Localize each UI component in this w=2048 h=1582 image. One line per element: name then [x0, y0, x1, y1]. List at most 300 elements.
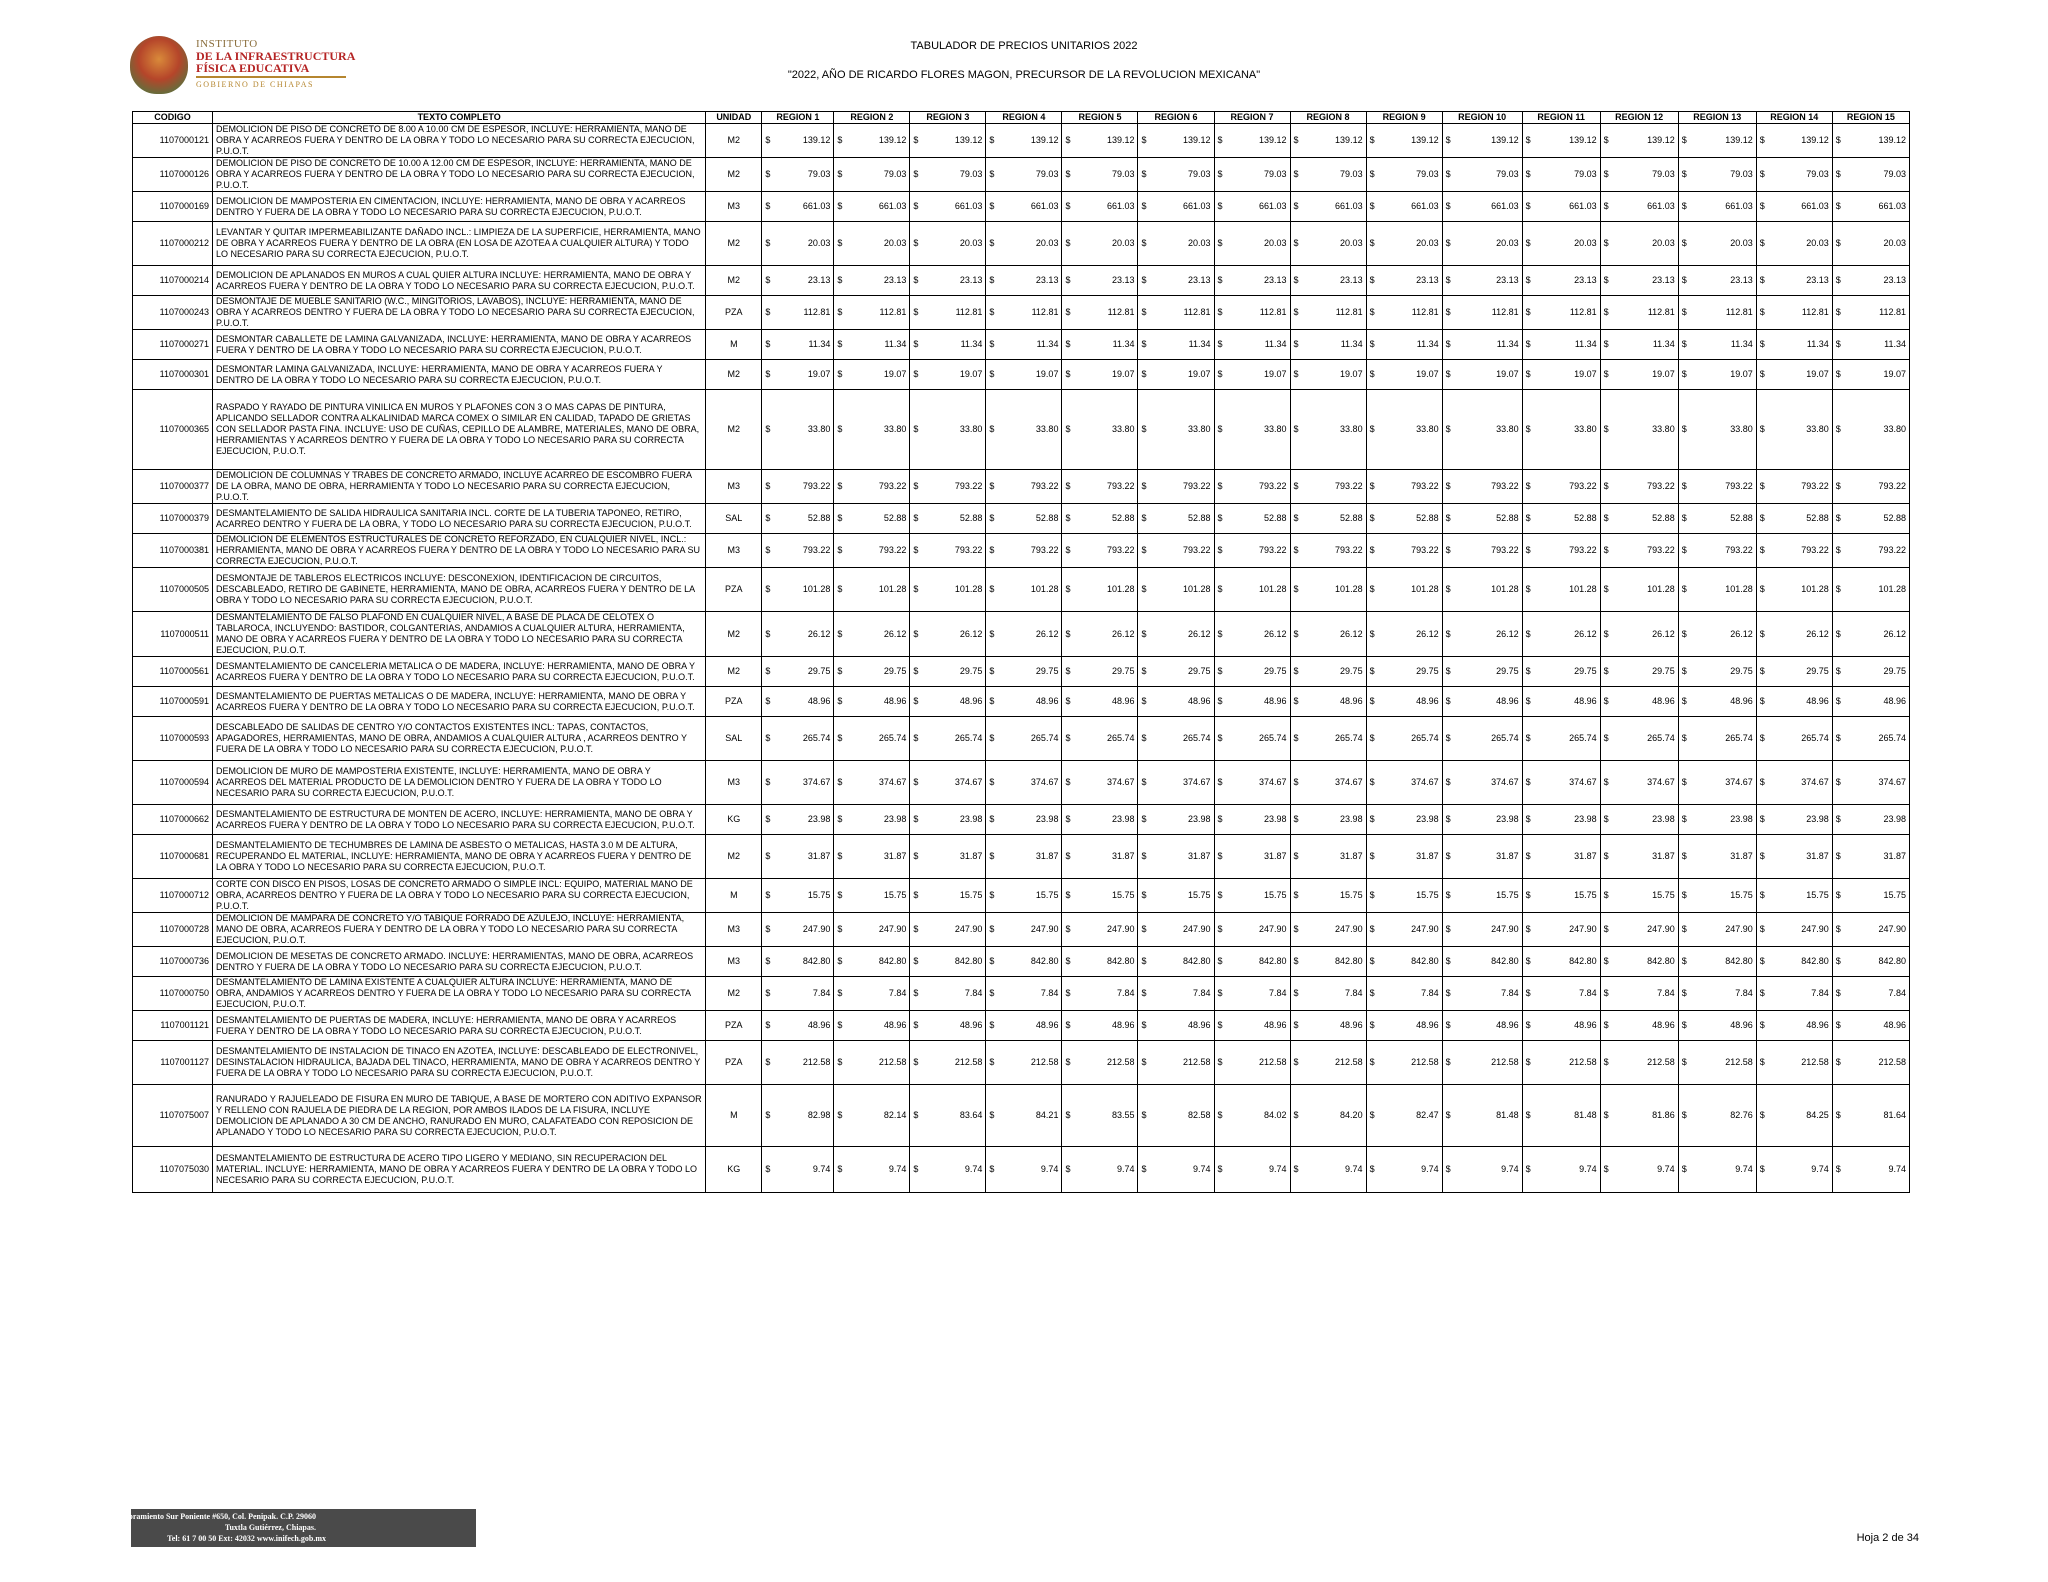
currency-symbol: $: [1217, 1057, 1223, 1067]
region-price: [762, 805, 834, 835]
price-amount: 661.03: [1725, 201, 1753, 211]
currency-symbol: $: [765, 238, 771, 248]
currency-symbol: $: [765, 545, 771, 555]
price-amount: 7.84: [1888, 988, 1906, 998]
currency-symbol: $: [1445, 628, 1451, 639]
price-amount: 23.13: [807, 275, 831, 285]
region-price: [1442, 534, 1522, 568]
item-code: 1107001127: [133, 1041, 213, 1085]
currency-symbol: $: [1369, 814, 1375, 824]
price-amount: 374.67: [1335, 777, 1363, 787]
currency-symbol: $: [989, 135, 995, 145]
region-price: [1442, 761, 1522, 805]
currency-symbol: $: [1525, 584, 1531, 594]
currency-symbol: $: [1759, 545, 1765, 555]
price-amount: 23.98: [1340, 814, 1363, 824]
currency-symbol: $: [1603, 584, 1609, 594]
price-amount: 112.81: [1491, 307, 1519, 317]
price-amount: 247.90: [1491, 924, 1519, 934]
item-unit: PZA: [706, 1041, 762, 1085]
price-amount: 793.22: [1801, 481, 1829, 491]
region-price: [1062, 158, 1138, 192]
region-price: [1756, 805, 1832, 835]
price-amount: 9.74: [964, 1164, 983, 1174]
price-amount: 793.22: [1106, 481, 1135, 491]
currency-symbol: $: [765, 307, 771, 317]
region-price: [1214, 330, 1290, 360]
price-amount: 31.87: [1730, 851, 1753, 861]
region-price: [1366, 879, 1442, 913]
currency-symbol: $: [1445, 890, 1451, 900]
region-price: [986, 222, 1062, 266]
region-price: [1600, 913, 1678, 947]
price-amount: 48.96: [1416, 696, 1439, 706]
currency-symbol: $: [989, 513, 995, 523]
item-description: DESCABLEADO DE SALIDAS DE CENTRO Y/O CONTACTOS EXISTENTES INCL: TAPAS, CONTACTOS, APAGADORES, HERRAMIENTAS, MANO DE OBRA, ANDAMIOS A CUALQUIER ALTURA , ACARREOS DENTRO Y FUERA DE LA OBRA Y TODO LO NECESARIO PARA SU CORRECTA EJECUCION, P.U.O.T.: [213, 717, 706, 761]
price-amount: 33.80: [1264, 424, 1287, 434]
currency-symbol: $: [1445, 777, 1451, 787]
price-amount: 374.67: [1411, 777, 1439, 787]
currency-symbol: $: [1525, 733, 1531, 743]
currency-symbol: $: [913, 851, 919, 861]
price-amount: 793.22: [1878, 481, 1906, 491]
price-amount: 33.80: [1574, 424, 1597, 434]
currency-symbol: $: [1603, 628, 1609, 639]
currency-symbol: $: [989, 890, 995, 900]
currency-symbol: $: [1603, 666, 1609, 676]
price-amount: 52.88: [807, 513, 831, 523]
price-amount: 793.22: [1801, 545, 1829, 555]
region-price: [910, 360, 986, 390]
region-price: [762, 534, 834, 568]
price-amount: 52.88: [1730, 513, 1753, 523]
price-amount: 212.58: [1182, 1057, 1211, 1067]
currency-symbol: $: [1603, 424, 1609, 434]
region-price: [1138, 761, 1214, 805]
region-price: [762, 913, 834, 947]
currency-symbol: $: [1759, 924, 1765, 934]
item-description: DEMOLICION DE MAMPARA DE CONCRETO Y/O TABIQUE FORRADO DE AZULEJO, INCLUYE: HERRAMIENTA, MANO DE OBRA, ACARREOS FUERA Y DENTRO DE LA OBRA Y TODO LO NECESARIO PARA SU CORRECTA EJECUCION, P.U.O.T.: [213, 913, 706, 947]
price-amount: 9.74: [1192, 1164, 1211, 1174]
currency-symbol: $: [1835, 545, 1841, 555]
price-amount: 101.28: [1647, 584, 1675, 594]
currency-symbol: $: [1759, 135, 1765, 145]
region-price: [1062, 534, 1138, 568]
column-header: REGION 3: [910, 112, 986, 124]
region-price: [910, 158, 986, 192]
price-amount: 247.90: [954, 924, 983, 934]
region-price: [1290, 504, 1366, 534]
currency-symbol: $: [1369, 424, 1375, 434]
region-price: [1366, 504, 1442, 534]
price-amount: 26.12: [1496, 628, 1519, 639]
column-header: REGION 11: [1522, 112, 1600, 124]
region-price: [1366, 470, 1442, 504]
currency-symbol: $: [1293, 424, 1299, 434]
price-amount: 265.74: [1259, 733, 1287, 743]
price-amount: 26.12: [1264, 628, 1287, 639]
region-price: [1756, 124, 1832, 158]
price-amount: 48.96: [1652, 1020, 1675, 1030]
currency-symbol: $: [1759, 628, 1765, 639]
currency-symbol: $: [1681, 1110, 1687, 1120]
currency-symbol: $: [1445, 666, 1451, 676]
currency-symbol: $: [913, 135, 919, 145]
item-description: DEMOLICION DE PISO DE CONCRETO DE 10.00 A 12.00 CM DE ESPESOR, INCLUYE: HERRAMIENTA, MANO DE OBRA Y ACARREOS FUERA Y DENTRO DE LA OBRA Y TODO LO NECESARIO PARA SU CORRECTA EJECUCION, P.U.O.T.: [213, 158, 706, 192]
currency-symbol: $: [1065, 238, 1071, 248]
region-price: [1600, 687, 1678, 717]
price-amount: 11.34: [1806, 339, 1829, 349]
currency-symbol: $: [1525, 814, 1531, 824]
region-price: [1138, 390, 1214, 470]
region-price: [986, 158, 1062, 192]
price-amount: 48.96: [1496, 1020, 1519, 1030]
price-amount: 48.96: [1652, 696, 1675, 706]
currency-symbol: $: [1369, 628, 1375, 639]
price-amount: 7.84: [1811, 988, 1829, 998]
currency-symbol: $: [837, 513, 843, 523]
currency-symbol: $: [1603, 339, 1609, 349]
price-amount: 81.64: [1883, 1110, 1906, 1120]
region-price: [1138, 913, 1214, 947]
region-price: [762, 687, 834, 717]
price-amount: 19.07: [1111, 369, 1135, 379]
currency-symbol: $: [1759, 201, 1765, 211]
region-price: [1600, 947, 1678, 977]
price-amount: 83.64: [959, 1110, 983, 1120]
price-amount: 15.75: [1035, 890, 1059, 900]
item-code: 1107000728: [133, 913, 213, 947]
price-amount: 265.74: [1182, 733, 1211, 743]
price-amount: 15.75: [1652, 890, 1675, 900]
price-amount: 48.96: [1340, 696, 1363, 706]
region-price: [1366, 1041, 1442, 1085]
price-amount: 793.22: [802, 481, 831, 491]
region-price: [1214, 805, 1290, 835]
region-price: [762, 1147, 834, 1193]
price-amount: 793.22: [954, 481, 983, 491]
region-price: [1214, 717, 1290, 761]
price-amount: 20.03: [1496, 238, 1519, 248]
price-amount: 661.03: [954, 201, 983, 211]
region-price: [1138, 124, 1214, 158]
currency-symbol: $: [913, 513, 919, 523]
region-price: [1138, 1011, 1214, 1041]
item-unit: M2: [706, 835, 762, 879]
price-amount: 23.98: [1264, 814, 1287, 824]
currency-symbol: $: [1293, 956, 1299, 966]
currency-symbol: $: [913, 696, 919, 706]
currency-symbol: $: [1835, 696, 1841, 706]
price-amount: 793.22: [878, 545, 907, 555]
currency-symbol: $: [765, 201, 771, 211]
price-amount: 112.81: [1647, 307, 1675, 317]
currency-symbol: $: [1835, 733, 1841, 743]
price-amount: 11.34: [1036, 339, 1059, 349]
currency-symbol: $: [913, 733, 919, 743]
currency-symbol: $: [1835, 1020, 1841, 1030]
price-amount: 139.12: [1106, 135, 1135, 145]
item-code: 1107000505: [133, 568, 213, 612]
price-amount: 20.03: [1035, 238, 1059, 248]
currency-symbol: $: [765, 924, 771, 934]
item-unit: M2: [706, 158, 762, 192]
price-amount: 842.80: [1878, 956, 1906, 966]
currency-symbol: $: [765, 169, 771, 179]
column-header: CODIGO: [133, 112, 213, 124]
region-price: [1214, 568, 1290, 612]
currency-symbol: $: [989, 666, 995, 676]
region-price: [1832, 330, 1909, 360]
region-price: [834, 266, 910, 296]
column-header: REGION 15: [1832, 112, 1909, 124]
currency-symbol: $: [1681, 481, 1687, 491]
currency-symbol: $: [1681, 851, 1687, 861]
price-amount: 139.12: [1725, 135, 1753, 145]
currency-symbol: $: [1835, 307, 1841, 317]
region-price: [986, 124, 1062, 158]
region-price: [834, 330, 910, 360]
item-unit: M2: [706, 124, 762, 158]
region-price: [1138, 1085, 1214, 1147]
currency-symbol: $: [1065, 777, 1071, 787]
currency-symbol: $: [1293, 369, 1299, 379]
currency-symbol: $: [1369, 1057, 1375, 1067]
item-code: 1107000121: [133, 124, 213, 158]
currency-symbol: $: [989, 1020, 995, 1030]
price-amount: 48.96: [1340, 1020, 1363, 1030]
currency-symbol: $: [1759, 275, 1765, 285]
region-price: [1366, 1085, 1442, 1147]
region-price: [762, 504, 834, 534]
region-price: [1832, 390, 1909, 470]
currency-symbol: $: [1141, 481, 1147, 491]
currency-symbol: $: [765, 628, 771, 639]
currency-symbol: $: [1065, 307, 1071, 317]
currency-symbol: $: [765, 135, 771, 145]
currency-symbol: $: [1681, 956, 1687, 966]
price-amount: 26.12: [807, 628, 831, 639]
currency-symbol: $: [1293, 666, 1299, 676]
region-price: [1062, 124, 1138, 158]
currency-symbol: $: [989, 307, 995, 317]
document-subtitle: "2022, AÑO DE RICARDO FLORES MAGON, PRECURSOR DE LA REVOLUCION MEXICANA": [787, 69, 1261, 81]
region-price: [1062, 717, 1138, 761]
currency-symbol: $: [1759, 424, 1765, 434]
currency-symbol: $: [1681, 1164, 1687, 1174]
currency-symbol: $: [913, 777, 919, 787]
region-price: [1600, 717, 1678, 761]
price-amount: 23.98: [883, 814, 907, 824]
price-amount: 52.88: [1574, 513, 1597, 523]
price-amount: 112.81: [1107, 307, 1135, 317]
currency-symbol: $: [1603, 851, 1609, 861]
item-code: 1107000301: [133, 360, 213, 390]
currency-symbol: $: [837, 1020, 843, 1030]
currency-symbol: $: [765, 1057, 771, 1067]
region-price: [1290, 835, 1366, 879]
region-price: [1062, 1041, 1138, 1085]
price-amount: 101.28: [1878, 584, 1906, 594]
price-amount: 374.67: [1878, 777, 1906, 787]
currency-symbol: $: [1445, 1057, 1451, 1067]
region-price: [1832, 717, 1909, 761]
region-price: [1290, 470, 1366, 504]
table-row: [133, 977, 1910, 1011]
price-amount: 112.81: [1411, 307, 1439, 317]
price-amount: 26.12: [1883, 628, 1906, 639]
region-price: [1600, 612, 1678, 657]
currency-symbol: $: [989, 1057, 995, 1067]
price-amount: 29.75: [1496, 666, 1519, 676]
region-price: [1522, 977, 1600, 1011]
currency-symbol: $: [1759, 513, 1765, 523]
currency-symbol: $: [837, 424, 843, 434]
region-price: [762, 761, 834, 805]
currency-symbol: $: [1293, 1110, 1299, 1120]
price-amount: 33.80: [807, 424, 831, 434]
region-price: [1756, 534, 1832, 568]
currency-symbol: $: [1217, 733, 1223, 743]
price-amount: 52.88: [883, 513, 907, 523]
price-amount: 793.22: [1569, 545, 1597, 555]
price-amount: 7.84: [1116, 988, 1135, 998]
region-price: [1214, 977, 1290, 1011]
region-price: [1290, 947, 1366, 977]
region-price: [1756, 687, 1832, 717]
region-price: [1600, 761, 1678, 805]
region-price: [1600, 390, 1678, 470]
currency-symbol: $: [1835, 814, 1841, 824]
currency-symbol: $: [1369, 666, 1375, 676]
region-price: [1442, 1085, 1522, 1147]
region-price: [986, 1041, 1062, 1085]
item-description: DESMONTAJE DE MUEBLE SANITARIO (W.C., MINGITORIOS, LAVABOS), INCLUYE: HERRAMIENTA, MANO DE OBRA Y ACARREOS DENTRO Y FUERA DE LA OBRA Y TODO LO NECESARIO PARA SU CORRECTA EJECUCION, P.U.O.T.: [213, 296, 706, 330]
currency-symbol: $: [765, 777, 771, 787]
price-amount: 11.34: [1188, 339, 1211, 349]
currency-symbol: $: [989, 238, 995, 248]
region-price: [1832, 192, 1909, 222]
price-amount: 82.76: [1730, 1110, 1753, 1120]
region-price: [1522, 761, 1600, 805]
region-price: [1062, 657, 1138, 687]
currency-symbol: $: [1445, 1164, 1451, 1174]
price-amount: 19.07: [1264, 369, 1287, 379]
price-amount: 842.80: [1030, 956, 1059, 966]
region-price: [1756, 266, 1832, 296]
price-amount: 31.87: [1340, 851, 1363, 861]
region-price: [1062, 805, 1138, 835]
price-amount: 48.96: [1883, 1020, 1906, 1030]
currency-symbol: $: [1293, 1164, 1299, 1174]
region-price: [1756, 879, 1832, 913]
region-price: [1366, 296, 1442, 330]
price-amount: 793.22: [1647, 481, 1675, 491]
price-amount: 33.80: [1416, 424, 1439, 434]
region-price: [1442, 717, 1522, 761]
currency-symbol: $: [1835, 1057, 1841, 1067]
table-row: [133, 1147, 1910, 1193]
price-amount: 15.75: [807, 890, 831, 900]
currency-symbol: $: [1445, 1110, 1451, 1120]
region-price: [1832, 124, 1909, 158]
currency-symbol: $: [837, 814, 843, 824]
currency-symbol: $: [1293, 814, 1299, 824]
currency-symbol: $: [913, 956, 919, 966]
region-price: [1442, 1011, 1522, 1041]
currency-symbol: $: [1681, 924, 1687, 934]
currency-symbol: $: [765, 513, 771, 523]
currency-symbol: $: [1759, 339, 1765, 349]
price-amount: 11.34: [1416, 339, 1439, 349]
currency-symbol: $: [1141, 924, 1147, 934]
currency-symbol: $: [1445, 201, 1451, 211]
price-amount: 19.07: [1883, 369, 1906, 379]
region-price: [1366, 534, 1442, 568]
region-price: [910, 470, 986, 504]
region-price: [1756, 1147, 1832, 1193]
price-amount: 11.34: [1730, 339, 1753, 349]
currency-symbol: $: [837, 169, 843, 179]
region-price: [1678, 717, 1756, 761]
region-price: [1832, 296, 1909, 330]
table-row: [133, 657, 1910, 687]
currency-symbol: $: [837, 1110, 843, 1120]
column-header: REGION 12: [1600, 112, 1678, 124]
currency-symbol: $: [913, 628, 919, 639]
region-price: [762, 879, 834, 913]
price-amount: 101.28: [1106, 584, 1135, 594]
region-price: [1522, 947, 1600, 977]
region-price: [1062, 390, 1138, 470]
region-price: [1442, 612, 1522, 657]
region-price: [834, 835, 910, 879]
currency-symbol: $: [1293, 238, 1299, 248]
currency-symbol: $: [837, 369, 843, 379]
currency-symbol: $: [1141, 1020, 1147, 1030]
region-price: [1678, 360, 1756, 390]
region-price: [1290, 124, 1366, 158]
region-price: [1832, 657, 1909, 687]
item-description: LEVANTAR Y QUITAR IMPERMEABILIZANTE DAÑADO INCL.: LIMPIEZA DE LA SUPERFICIE, HERRAMIENTA, MANO DE OBRA Y ACARREOS FUERA Y DENTRO DE LA OBRA (EN LOSA DE AZOTEA A CUALQUIER ALTURA) Y TODO LO NECESARIO PARA SU CORRECTA EJECUCION, P.U.O.T.: [213, 222, 706, 266]
price-amount: 26.12: [1806, 628, 1829, 639]
price-amount: 82.47: [1416, 1110, 1439, 1120]
price-amount: 23.13: [1187, 275, 1211, 285]
region-price: [1756, 612, 1832, 657]
region-price: [1678, 266, 1756, 296]
currency-symbol: $: [1065, 513, 1071, 523]
item-unit: M2: [706, 222, 762, 266]
price-amount: 212.58: [802, 1057, 831, 1067]
price-amount: 19.07: [1416, 369, 1439, 379]
price-amount: 374.67: [1259, 777, 1287, 787]
price-amount: 7.84: [1657, 988, 1675, 998]
region-price: [1522, 1011, 1600, 1041]
region-price: [1832, 879, 1909, 913]
item-unit: M3: [706, 534, 762, 568]
region-price: [1214, 657, 1290, 687]
currency-symbol: $: [1141, 201, 1147, 211]
item-unit: PZA: [706, 296, 762, 330]
region-price: [1678, 657, 1756, 687]
price-amount: 48.96: [1264, 696, 1287, 706]
currency-symbol: $: [1759, 956, 1765, 966]
item-unit: M2: [706, 390, 762, 470]
currency-symbol: $: [913, 424, 919, 434]
price-amount: 247.90: [1030, 924, 1059, 934]
price-amount: 83.55: [1111, 1110, 1135, 1120]
price-amount: 15.75: [1730, 890, 1753, 900]
